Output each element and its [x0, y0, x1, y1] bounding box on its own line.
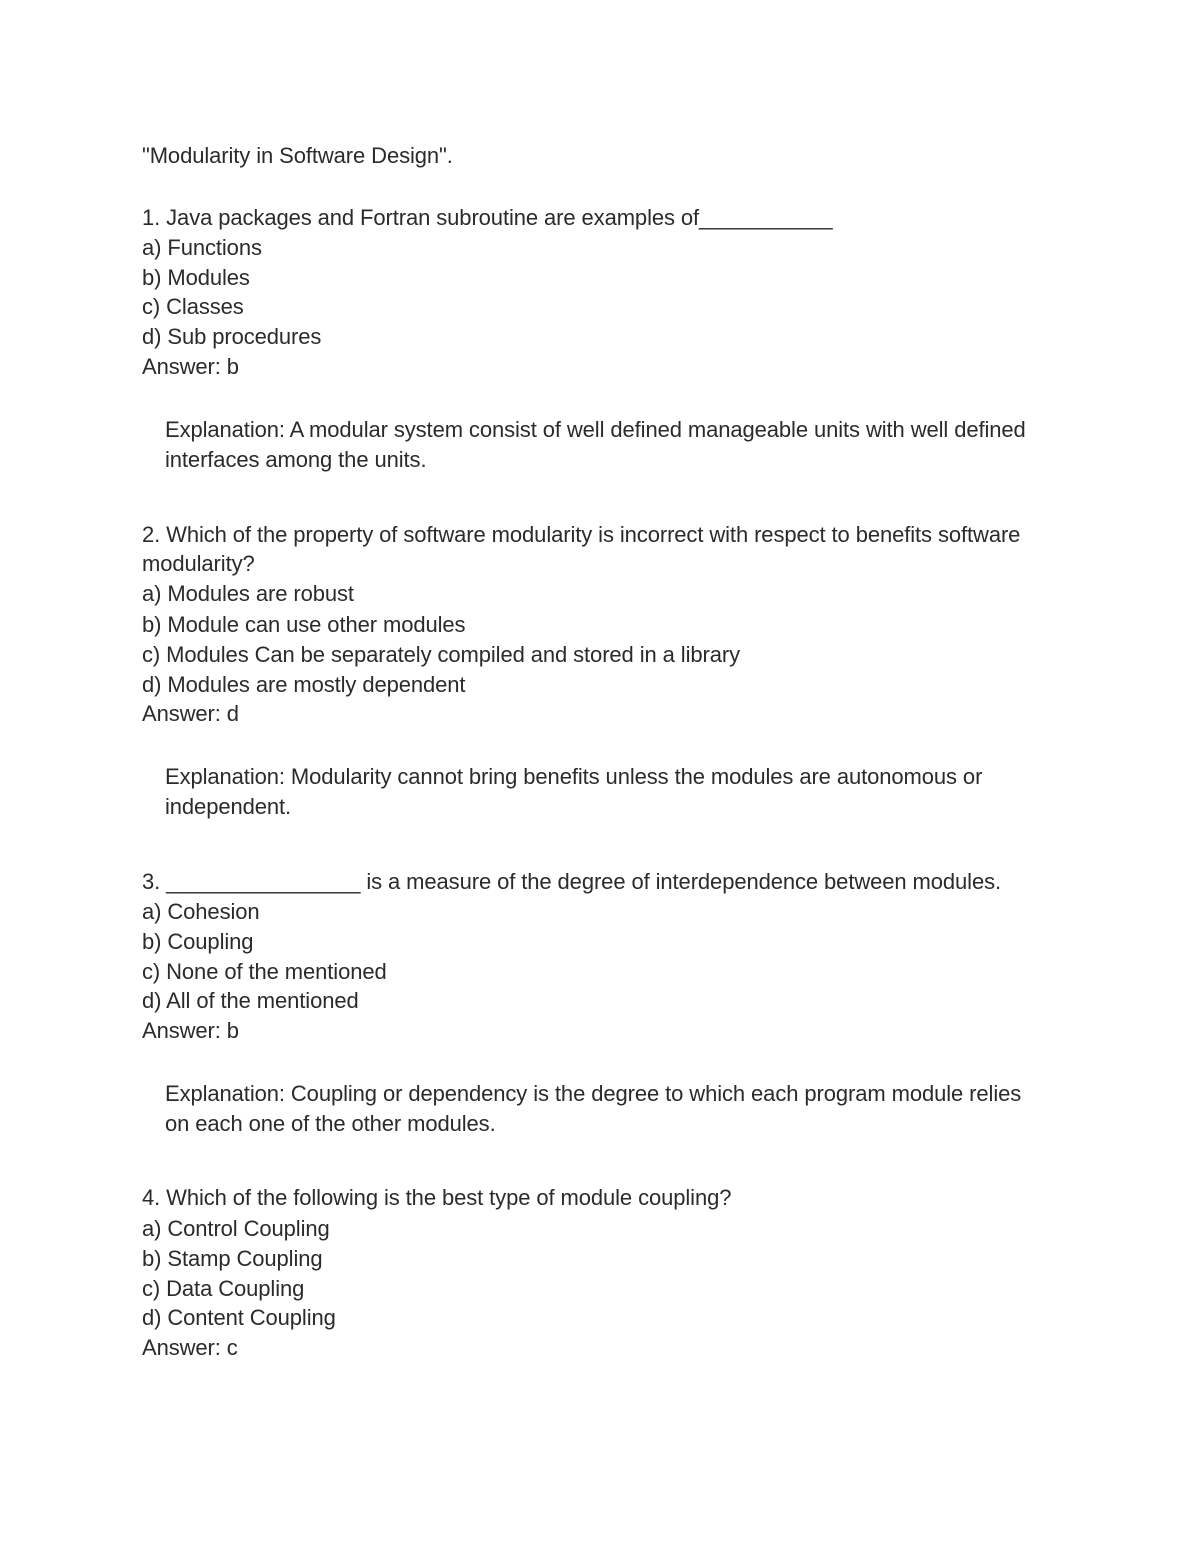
question-2-text-line-1: 2. Which of the property of software modularity is incorrect with respect to benefits software	[142, 522, 1021, 547]
question-3-answer: Answer: b	[142, 1018, 239, 1043]
question-4-option-c: c) Data Coupling	[142, 1276, 305, 1301]
question-1-option-d: d) Sub procedures	[142, 324, 322, 349]
question-2-option-b: b) Module can use other modules	[142, 612, 466, 637]
question-3-option-c: c) None of the mentioned	[142, 959, 387, 984]
question-4-option-d: d) Content Coupling	[142, 1305, 336, 1330]
question-2-option-c: c) Modules Can be separately compiled and stored in a library	[142, 642, 740, 667]
question-4-option-a: a) Control Coupling	[142, 1216, 330, 1241]
question-2-text-line-2: modularity?	[142, 551, 255, 576]
question-1-answer: Answer: b	[142, 354, 239, 379]
question-2-option-d: d) Modules are mostly dependent	[142, 672, 466, 697]
question-1-option-b: b) Modules	[142, 265, 250, 290]
question-4-answer: Answer: c	[142, 1335, 238, 1360]
question-3-option-a: a) Cohesion	[142, 899, 260, 924]
question-3-text: 3. ________________ is a measure of the degree of interdependence between modules.	[142, 869, 1002, 894]
question-3-explanation-line-1: Explanation: Coupling or dependency is the degree to which each program module relies	[165, 1081, 1022, 1106]
question-2-explanation-line-2: independent.	[165, 794, 292, 819]
question-1-text: 1. Java packages and Fortran subroutine are examples of___________	[142, 205, 833, 230]
question-4-option-b: b) Stamp Coupling	[142, 1246, 323, 1271]
question-2-answer: Answer: d	[142, 701, 239, 726]
question-1-explanation-line-2: interfaces among the units.	[165, 447, 427, 472]
question-4-text: 4. Which of the following is the best type of module coupling?	[142, 1185, 732, 1210]
question-2-option-a: a) Modules are robust	[142, 581, 354, 606]
document-title: "Modularity in Software Design".	[142, 143, 453, 168]
question-1-option-a: a) Functions	[142, 235, 262, 260]
question-3-explanation-line-2: on each one of the other modules.	[165, 1111, 496, 1136]
question-1-explanation-line-1: Explanation: A modular system consist of well defined manageable units with well defined	[165, 417, 1026, 442]
question-1-option-c: c) Classes	[142, 294, 244, 319]
question-2-explanation-line-1: Explanation: Modularity cannot bring benefits unless the modules are autonomous or	[165, 764, 983, 789]
question-3-option-d: d) All of the mentioned	[142, 988, 359, 1013]
question-3-option-b: b) Coupling	[142, 929, 254, 954]
